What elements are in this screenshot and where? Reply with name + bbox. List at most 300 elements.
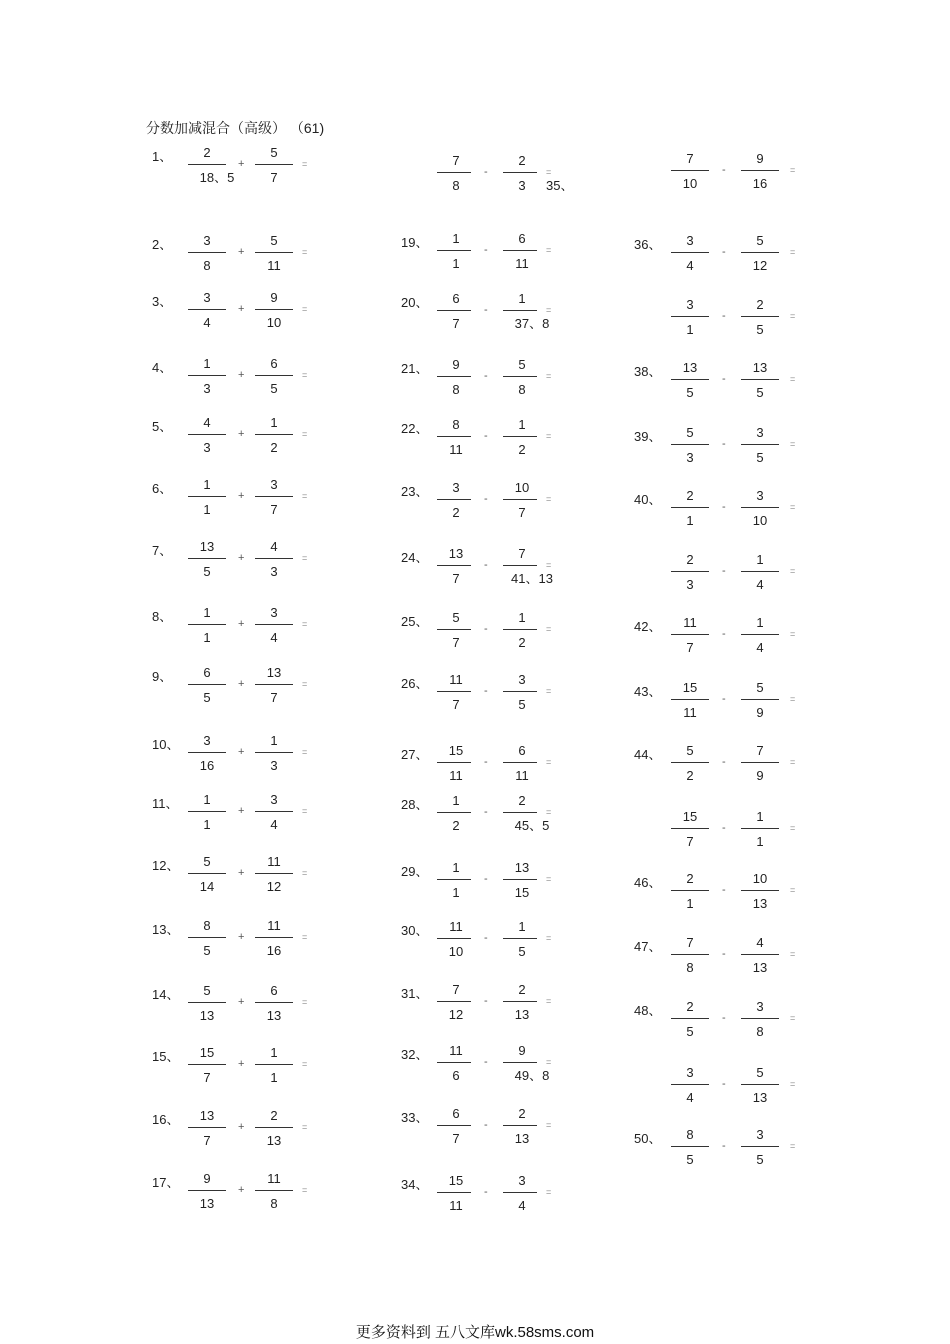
first-fraction-denominator: 6 — [452, 1068, 460, 1083]
first-fraction-fraction-bar — [671, 1084, 709, 1085]
first-fraction-fraction-bar — [437, 691, 471, 692]
first-fraction-numerator: 4 — [203, 415, 211, 430]
second-fraction-numerator: 1 — [270, 733, 278, 748]
second-fraction-denominator: 2 — [518, 635, 526, 650]
second-fraction-denominator: 10 — [752, 513, 768, 528]
second-fraction-numerator: 11 — [267, 854, 281, 869]
first-fraction-numerator: 2 — [203, 145, 211, 160]
second-fraction-denominator: 13 — [514, 1007, 530, 1022]
operator-sign: - — [484, 559, 488, 571]
second-fraction-fraction-bar — [741, 252, 779, 253]
second-fraction-numerator: 2 — [518, 982, 526, 997]
first-fraction-fraction-bar — [671, 252, 709, 253]
first-fraction-denominator: 11 — [449, 442, 463, 457]
first-fraction-numerator: 13 — [682, 360, 698, 375]
first-fraction-fraction-bar — [671, 444, 709, 445]
equals-sign: = — [302, 429, 308, 439]
second-fraction-fraction-bar — [255, 434, 293, 435]
equals-sign: = — [546, 933, 552, 943]
second-fraction-denominator: 8 — [518, 382, 526, 397]
operator-sign: + — [238, 552, 245, 564]
second-fraction-fraction-bar — [255, 624, 293, 625]
operator-sign: - — [484, 685, 488, 697]
first-fraction-numerator: 2 — [686, 552, 694, 567]
equals-sign: = — [302, 997, 308, 1007]
second-fraction-denominator: 3 — [270, 758, 278, 773]
problem-number: 40、 — [634, 492, 662, 507]
second-fraction-denominator: 16 — [266, 943, 282, 958]
second-fraction-fraction-bar — [503, 691, 537, 692]
second-fraction-numerator: 6 — [518, 743, 526, 758]
second-fraction-fraction-bar — [503, 376, 537, 377]
second-fraction-numerator: 5 — [756, 233, 764, 248]
first-fraction-fraction-bar — [188, 1127, 226, 1128]
problem-number: 19、 — [401, 235, 429, 250]
first-fraction-denominator: 16 — [199, 758, 215, 773]
equals-sign: = — [302, 491, 308, 501]
second-fraction-fraction-bar — [255, 164, 293, 165]
first-fraction-denominator: 8 — [203, 258, 211, 273]
second-fraction-fraction-bar — [255, 252, 293, 253]
second-fraction-denominator: 13 — [752, 1090, 768, 1105]
first-fraction-numerator: 3 — [686, 233, 694, 248]
equals-sign: = — [302, 159, 308, 169]
second-fraction-fraction-bar — [255, 937, 293, 938]
second-fraction-numerator: 9 — [756, 151, 764, 166]
second-fraction-numerator: 1 — [518, 291, 526, 306]
first-fraction-numerator: 15 — [682, 809, 698, 824]
second-fraction-fraction-bar — [741, 954, 779, 955]
operator-sign: - — [484, 932, 488, 944]
first-fraction-numerator: 13 — [199, 539, 215, 554]
equals-sign: = — [302, 304, 308, 314]
problem-number: 35、 — [546, 178, 574, 193]
first-fraction-denominator: 5 — [203, 564, 211, 579]
second-fraction-denominator: 4 — [270, 630, 278, 645]
first-fraction-fraction-bar — [437, 629, 471, 630]
second-fraction-numerator: 6 — [270, 356, 278, 371]
second-fraction-fraction-bar — [503, 1192, 537, 1193]
second-fraction-numerator: 1 — [270, 1045, 278, 1060]
problem-number: 38、 — [634, 364, 662, 379]
equals-sign: = — [302, 1059, 308, 1069]
second-fraction-numerator: 3 — [270, 477, 278, 492]
second-fraction-numerator: 6 — [270, 983, 278, 998]
first-fraction-denominator: 7 — [452, 635, 460, 650]
operator-sign: + — [238, 867, 245, 879]
equals-sign: = — [790, 629, 796, 639]
equals-sign: = — [790, 439, 796, 449]
first-fraction-numerator: 7 — [686, 151, 694, 166]
first-fraction-denominator: 11 — [449, 768, 463, 783]
first-fraction-fraction-bar — [188, 375, 226, 376]
second-fraction-fraction-bar — [503, 436, 537, 437]
second-fraction-denominator: 9 — [756, 705, 764, 720]
first-fraction-numerator: 7 — [686, 935, 694, 950]
second-fraction-numerator: 3 — [756, 425, 764, 440]
second-fraction-numerator: 1 — [518, 417, 526, 432]
first-fraction-fraction-bar — [671, 699, 709, 700]
first-fraction-fraction-bar — [671, 1018, 709, 1019]
first-fraction-numerator: 1 — [203, 605, 211, 620]
first-fraction-denominator: 1 — [452, 256, 460, 271]
first-fraction-numerator: 2 — [686, 488, 694, 503]
second-fraction-numerator: 5 — [756, 680, 764, 695]
operator-sign: + — [238, 490, 245, 502]
operator-sign: - — [484, 1119, 488, 1131]
operator-sign: - — [722, 948, 726, 960]
first-fraction-fraction-bar — [437, 762, 471, 763]
equals-sign: = — [790, 1013, 796, 1023]
second-fraction-numerator: 3 — [756, 999, 764, 1014]
operator-sign: - — [484, 1186, 488, 1198]
first-fraction-fraction-bar — [671, 170, 709, 171]
second-fraction-fraction-bar — [255, 1190, 293, 1191]
first-fraction-denominator: 7 — [452, 316, 460, 331]
first-fraction-denominator: 13 — [199, 1196, 215, 1211]
first-fraction-fraction-bar — [671, 890, 709, 891]
operator-sign: + — [238, 1121, 245, 1133]
second-fraction-denominator: 2 — [270, 440, 278, 455]
first-fraction-numerator: 1 — [452, 860, 460, 875]
problem-number: 48、 — [634, 1003, 662, 1018]
first-fraction-denominator: 2 — [452, 505, 460, 520]
second-fraction-denominator: 7 — [518, 505, 526, 520]
equals-sign: = — [546, 996, 552, 1006]
equals-sign: = — [302, 553, 308, 563]
first-fraction-denominator: 1 — [686, 513, 694, 528]
problem-number: 46、 — [634, 875, 662, 890]
second-fraction-denominator: 11 — [515, 768, 529, 783]
second-fraction-denominator: 5 — [756, 385, 764, 400]
first-fraction-numerator: 15 — [199, 1045, 215, 1060]
second-fraction-numerator: 2 — [270, 1108, 278, 1123]
problem-number: 28、 — [401, 797, 429, 812]
first-fraction-numerator: 9 — [203, 1171, 211, 1186]
problem-number: 13、 — [152, 922, 180, 937]
first-fraction-denominator: 8 — [686, 960, 694, 975]
first-fraction-fraction-bar — [437, 1125, 471, 1126]
footer-text: 更多资料到 五八文库wk.58sms.com — [355, 1324, 595, 1341]
second-fraction-fraction-bar — [503, 762, 537, 763]
first-fraction-fraction-bar — [188, 937, 226, 938]
second-fraction-fraction-bar — [741, 762, 779, 763]
second-fraction-fraction-bar — [503, 629, 537, 630]
second-fraction-numerator: 7 — [756, 743, 764, 758]
first-fraction-fraction-bar — [188, 624, 226, 625]
problem-number: 32、 — [401, 1047, 429, 1062]
first-fraction-fraction-bar — [188, 309, 226, 310]
equals-sign: = — [546, 686, 552, 696]
second-fraction-denominator: 13 — [514, 1131, 530, 1146]
first-fraction-fraction-bar — [188, 434, 226, 435]
first-fraction-denominator: 4 — [686, 258, 694, 273]
operator-sign: - — [484, 370, 488, 382]
second-fraction-denominator: 5 — [756, 322, 764, 337]
first-fraction-denominator: 3 — [686, 450, 694, 465]
equals-sign: = — [790, 694, 796, 704]
first-fraction-fraction-bar — [671, 316, 709, 317]
first-fraction-numerator: 11 — [449, 672, 463, 687]
second-fraction-numerator: 2 — [518, 793, 526, 808]
second-fraction-denominator: 4 — [756, 577, 764, 592]
problem-number: 16、 — [152, 1112, 180, 1127]
first-fraction-denominator: 7 — [452, 571, 460, 586]
operator-sign: - — [722, 501, 726, 513]
second-fraction-numerator: 9 — [270, 290, 278, 305]
equals-sign: = — [546, 167, 552, 177]
second-fraction-numerator: 2 — [518, 1106, 526, 1121]
first-fraction-numerator: 11 — [449, 1043, 463, 1058]
second-fraction-fraction-bar — [741, 1146, 779, 1147]
operator-sign: - — [484, 244, 488, 256]
operator-sign: + — [238, 428, 245, 440]
first-fraction-fraction-bar — [671, 634, 709, 635]
second-fraction-numerator: 6 — [518, 231, 526, 246]
operator-sign: - — [722, 822, 726, 834]
operator-sign: - — [722, 565, 726, 577]
second-fraction-numerator: 3 — [756, 488, 764, 503]
second-fraction-denominator: 12 — [752, 258, 768, 273]
second-fraction-denominator: 15 — [514, 885, 530, 900]
second-fraction-denominator: 7 — [270, 502, 278, 517]
first-fraction-numerator: 5 — [203, 983, 211, 998]
equals-sign: = — [546, 807, 552, 817]
first-fraction-numerator: 3 — [203, 733, 211, 748]
first-fraction-numerator: 8 — [203, 918, 211, 933]
second-fraction-fraction-bar — [503, 1062, 537, 1063]
second-fraction-numerator: 3 — [270, 792, 278, 807]
equals-sign: = — [790, 757, 796, 767]
first-fraction-denominator: 5 — [203, 690, 211, 705]
first-fraction-numerator: 2 — [686, 999, 694, 1014]
equals-sign: = — [302, 1185, 308, 1195]
first-fraction-numerator: 3 — [203, 233, 211, 248]
second-fraction-denominator: 5 — [756, 1152, 764, 1167]
equals-sign: = — [790, 502, 796, 512]
second-fraction-numerator: 1 — [270, 415, 278, 430]
first-fraction-fraction-bar — [437, 1192, 471, 1193]
first-fraction-denominator: 18、5 — [199, 170, 235, 185]
problem-number: 22、 — [401, 421, 429, 436]
second-fraction-denominator: 49、8 — [514, 1068, 550, 1083]
first-fraction-denominator: 3 — [686, 577, 694, 592]
second-fraction-fraction-bar — [741, 444, 779, 445]
operator-sign: - — [484, 493, 488, 505]
second-fraction-fraction-bar — [503, 565, 537, 566]
first-fraction-denominator: 5 — [203, 943, 211, 958]
second-fraction-numerator: 11 — [267, 1171, 281, 1186]
second-fraction-fraction-bar — [741, 379, 779, 380]
first-fraction-numerator: 8 — [686, 1127, 694, 1142]
first-fraction-denominator: 14 — [199, 879, 215, 894]
second-fraction-numerator: 2 — [518, 153, 526, 168]
problem-number: 24、 — [401, 550, 429, 565]
first-fraction-numerator: 6 — [452, 1106, 460, 1121]
second-fraction-denominator: 13 — [266, 1008, 282, 1023]
second-fraction-fraction-bar — [741, 699, 779, 700]
operator-sign: - — [722, 756, 726, 768]
second-fraction-denominator: 45、5 — [514, 818, 550, 833]
operator-sign: - — [484, 166, 488, 178]
first-fraction-denominator: 13 — [199, 1008, 215, 1023]
second-fraction-denominator: 1 — [270, 1070, 278, 1085]
problem-number: 11、 — [152, 796, 179, 811]
operator-sign: + — [238, 931, 245, 943]
problem-number: 21、 — [401, 361, 429, 376]
equals-sign: = — [790, 165, 796, 175]
second-fraction-numerator: 13 — [752, 360, 768, 375]
second-fraction-fraction-bar — [255, 752, 293, 753]
operator-sign: + — [238, 746, 245, 758]
problem-number: 2、 — [152, 237, 173, 252]
first-fraction-fraction-bar — [437, 879, 471, 880]
equals-sign: = — [546, 560, 552, 570]
operator-sign: - — [722, 1140, 726, 1152]
first-fraction-fraction-bar — [437, 499, 471, 500]
worksheet-title: 分数加减混合（高级） （61) — [146, 120, 325, 136]
second-fraction-numerator: 2 — [756, 297, 764, 312]
second-fraction-numerator: 3 — [270, 605, 278, 620]
problem-number: 31、 — [401, 986, 429, 1001]
equals-sign: = — [546, 431, 552, 441]
equals-sign: = — [302, 247, 308, 257]
operator-sign: - — [722, 1078, 726, 1090]
equals-sign: = — [546, 874, 552, 884]
second-fraction-denominator: 4 — [756, 640, 764, 655]
second-fraction-denominator: 13 — [752, 896, 768, 911]
problem-number: 47、 — [634, 939, 662, 954]
first-fraction-fraction-bar — [671, 762, 709, 763]
second-fraction-numerator: 3 — [756, 1127, 764, 1142]
first-fraction-fraction-bar — [437, 812, 471, 813]
second-fraction-fraction-bar — [503, 172, 537, 173]
second-fraction-denominator: 3 — [518, 178, 526, 193]
problem-number: 23、 — [401, 484, 429, 499]
second-fraction-fraction-bar — [741, 170, 779, 171]
first-fraction-denominator: 5 — [686, 1152, 694, 1167]
first-fraction-fraction-bar — [671, 379, 709, 380]
problem-number: 25、 — [401, 614, 429, 629]
second-fraction-fraction-bar — [255, 873, 293, 874]
first-fraction-numerator: 7 — [452, 982, 460, 997]
first-fraction-numerator: 5 — [452, 610, 460, 625]
second-fraction-fraction-bar — [503, 250, 537, 251]
second-fraction-denominator: 3 — [270, 564, 278, 579]
second-fraction-numerator: 9 — [518, 1043, 526, 1058]
problem-number: 6、 — [152, 481, 173, 496]
operator-sign: + — [238, 158, 245, 170]
problem-number: 30、 — [401, 923, 429, 938]
first-fraction-numerator: 11 — [683, 615, 697, 630]
first-fraction-denominator: 10 — [682, 176, 698, 191]
operator-sign: - — [722, 438, 726, 450]
operator-sign: + — [238, 369, 245, 381]
second-fraction-denominator: 10 — [266, 315, 282, 330]
second-fraction-numerator: 5 — [756, 1065, 764, 1080]
first-fraction-denominator: 3 — [203, 381, 211, 396]
first-fraction-numerator: 15 — [448, 1173, 464, 1188]
operator-sign: - — [484, 623, 488, 635]
equals-sign: = — [790, 374, 796, 384]
second-fraction-fraction-bar — [255, 1064, 293, 1065]
equals-sign: = — [302, 1122, 308, 1132]
equals-sign: = — [790, 566, 796, 576]
first-fraction-denominator: 1 — [452, 885, 460, 900]
second-fraction-numerator: 10 — [514, 480, 530, 495]
second-fraction-numerator: 5 — [518, 357, 526, 372]
second-fraction-fraction-bar — [741, 1018, 779, 1019]
first-fraction-numerator: 6 — [203, 665, 211, 680]
second-fraction-denominator: 4 — [518, 1198, 526, 1213]
first-fraction-numerator: 9 — [452, 357, 460, 372]
problem-number: 27、 — [401, 747, 429, 762]
operator-sign: + — [238, 1058, 245, 1070]
first-fraction-fraction-bar — [437, 1062, 471, 1063]
first-fraction-denominator: 7 — [203, 1133, 211, 1148]
first-fraction-fraction-bar — [188, 1002, 226, 1003]
second-fraction-fraction-bar — [741, 634, 779, 635]
problem-number: 8、 — [152, 609, 173, 624]
first-fraction-fraction-bar — [188, 164, 226, 165]
first-fraction-numerator: 1 — [203, 477, 211, 492]
second-fraction-numerator: 4 — [756, 935, 764, 950]
problem-number: 42、 — [634, 619, 662, 634]
problem-number: 43、 — [634, 684, 662, 699]
second-fraction-numerator: 5 — [270, 145, 278, 160]
second-fraction-numerator: 4 — [270, 539, 278, 554]
second-fraction-denominator: 7 — [270, 690, 278, 705]
first-fraction-fraction-bar — [437, 565, 471, 566]
operator-sign: - — [722, 246, 726, 258]
second-fraction-fraction-bar — [741, 1084, 779, 1085]
second-fraction-numerator: 3 — [518, 672, 526, 687]
first-fraction-fraction-bar — [188, 684, 226, 685]
second-fraction-fraction-bar — [255, 558, 293, 559]
second-fraction-denominator: 8 — [756, 1024, 764, 1039]
operator-sign: + — [238, 618, 245, 630]
first-fraction-fraction-bar — [671, 507, 709, 508]
first-fraction-fraction-bar — [188, 252, 226, 253]
first-fraction-numerator: 7 — [452, 153, 460, 168]
second-fraction-fraction-bar — [503, 310, 537, 311]
first-fraction-denominator: 7 — [686, 640, 694, 655]
first-fraction-denominator: 1 — [203, 817, 211, 832]
operator-sign: + — [238, 303, 245, 315]
operator-sign: + — [238, 805, 245, 817]
first-fraction-numerator: 1 — [203, 356, 211, 371]
first-fraction-denominator: 2 — [452, 818, 460, 833]
second-fraction-numerator: 1 — [756, 809, 764, 824]
first-fraction-denominator: 4 — [203, 315, 211, 330]
first-fraction-denominator: 5 — [686, 385, 694, 400]
problem-number: 10、 — [152, 737, 180, 752]
equals-sign: = — [302, 932, 308, 942]
second-fraction-fraction-bar — [741, 828, 779, 829]
second-fraction-fraction-bar — [741, 507, 779, 508]
problem-number: 26、 — [401, 676, 429, 691]
second-fraction-numerator: 10 — [752, 871, 768, 886]
problem-number: 1、 — [152, 149, 173, 164]
second-fraction-denominator: 37、8 — [514, 316, 550, 331]
second-fraction-fraction-bar — [503, 879, 537, 880]
second-fraction-denominator: 4 — [270, 817, 278, 832]
operator-sign: - — [484, 756, 488, 768]
second-fraction-numerator: 1 — [756, 615, 764, 630]
first-fraction-fraction-bar — [188, 752, 226, 753]
second-fraction-fraction-bar — [503, 938, 537, 939]
second-fraction-numerator: 7 — [518, 546, 526, 561]
